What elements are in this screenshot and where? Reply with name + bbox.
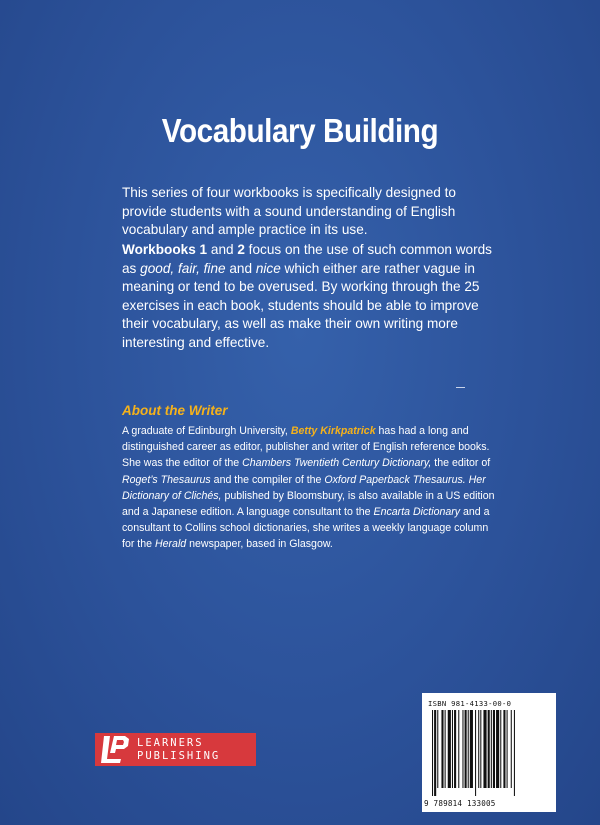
- about-heading: About the Writer: [122, 403, 228, 418]
- about-paragraph: [122, 423, 498, 553]
- bio-text-3: the editor of: [431, 457, 491, 470]
- barcode-panel: [422, 693, 556, 812]
- bio-italic-1: Chambers Twentieth Century Dictionary,: [242, 457, 432, 470]
- publisher-logo: [95, 733, 256, 766]
- word-nice: nice: [255, 260, 281, 276]
- author-name: Betty Kirkpatrick: [290, 425, 376, 437]
- and-text: and: [207, 242, 238, 257]
- bio-text-4: and the compiler of the: [210, 473, 325, 486]
- divider-mark: [456, 387, 465, 388]
- bio-italic-4: Encarta Dictionary: [373, 506, 461, 519]
- bio-italic-5: Herald: [154, 538, 187, 551]
- bio-text-2: has had a long and distinguished career as editor, publisher and writer of English reference books. She was the editor of the: [122, 425, 490, 470]
- bio-text-1: A graduate of Edinburgh University,: [122, 425, 291, 437]
- workbooks-label-a: Workbooks 1: [122, 242, 208, 257]
- barcode-number: 9 789814 133005: [424, 799, 496, 808]
- sep-3: and: [225, 260, 256, 276]
- word-fine: fine: [203, 260, 226, 276]
- bio-italic-2: Roget’s Thesaurus: [122, 473, 211, 486]
- isbn-label: ISBN 981-4133-00-0: [428, 699, 512, 708]
- bio-text-6: and a consultant to Collins school dictionaries, she writes a weekly language column for the: [122, 506, 490, 551]
- workbooks-text-2: which either are rather vague in meaning or tend to be overused. By working through the 25 exercises in each book, students should be able to improve their vocabulary, as well as make their own writing more interesting and effective.: [122, 260, 480, 350]
- bio-italic-3: Oxford Paperback Thesaurus. Her Dictionary of Clichés,: [122, 473, 486, 502]
- publisher-line-1: LEARNERS: [137, 736, 204, 749]
- publisher-name: [137, 737, 220, 763]
- workbooks-label-b: 2: [237, 242, 245, 257]
- word-fair: fair,: [177, 260, 200, 276]
- workbooks-paragraph: [122, 241, 492, 352]
- publisher-line-2: PUBLISHING: [137, 749, 221, 762]
- lp-logo-icon: [95, 733, 137, 766]
- book-title: Vocabulary Building: [161, 112, 439, 149]
- word-good: good,: [140, 260, 175, 276]
- bio-text-7: newspaper, based in Glasgow.: [186, 538, 333, 551]
- intro-paragraph: This series of four workbooks is specifically designed to provide students with a sound understanding of English vocabulary and ample practice in its use.: [122, 185, 456, 237]
- barcode-icon: [428, 710, 550, 796]
- bio-text-5: published by Bloomsbury, is also available in a US edition and a Japanese edition. A language consultant to the: [122, 489, 495, 519]
- workbooks-text-1: focus on the use of such common words as: [122, 242, 492, 276]
